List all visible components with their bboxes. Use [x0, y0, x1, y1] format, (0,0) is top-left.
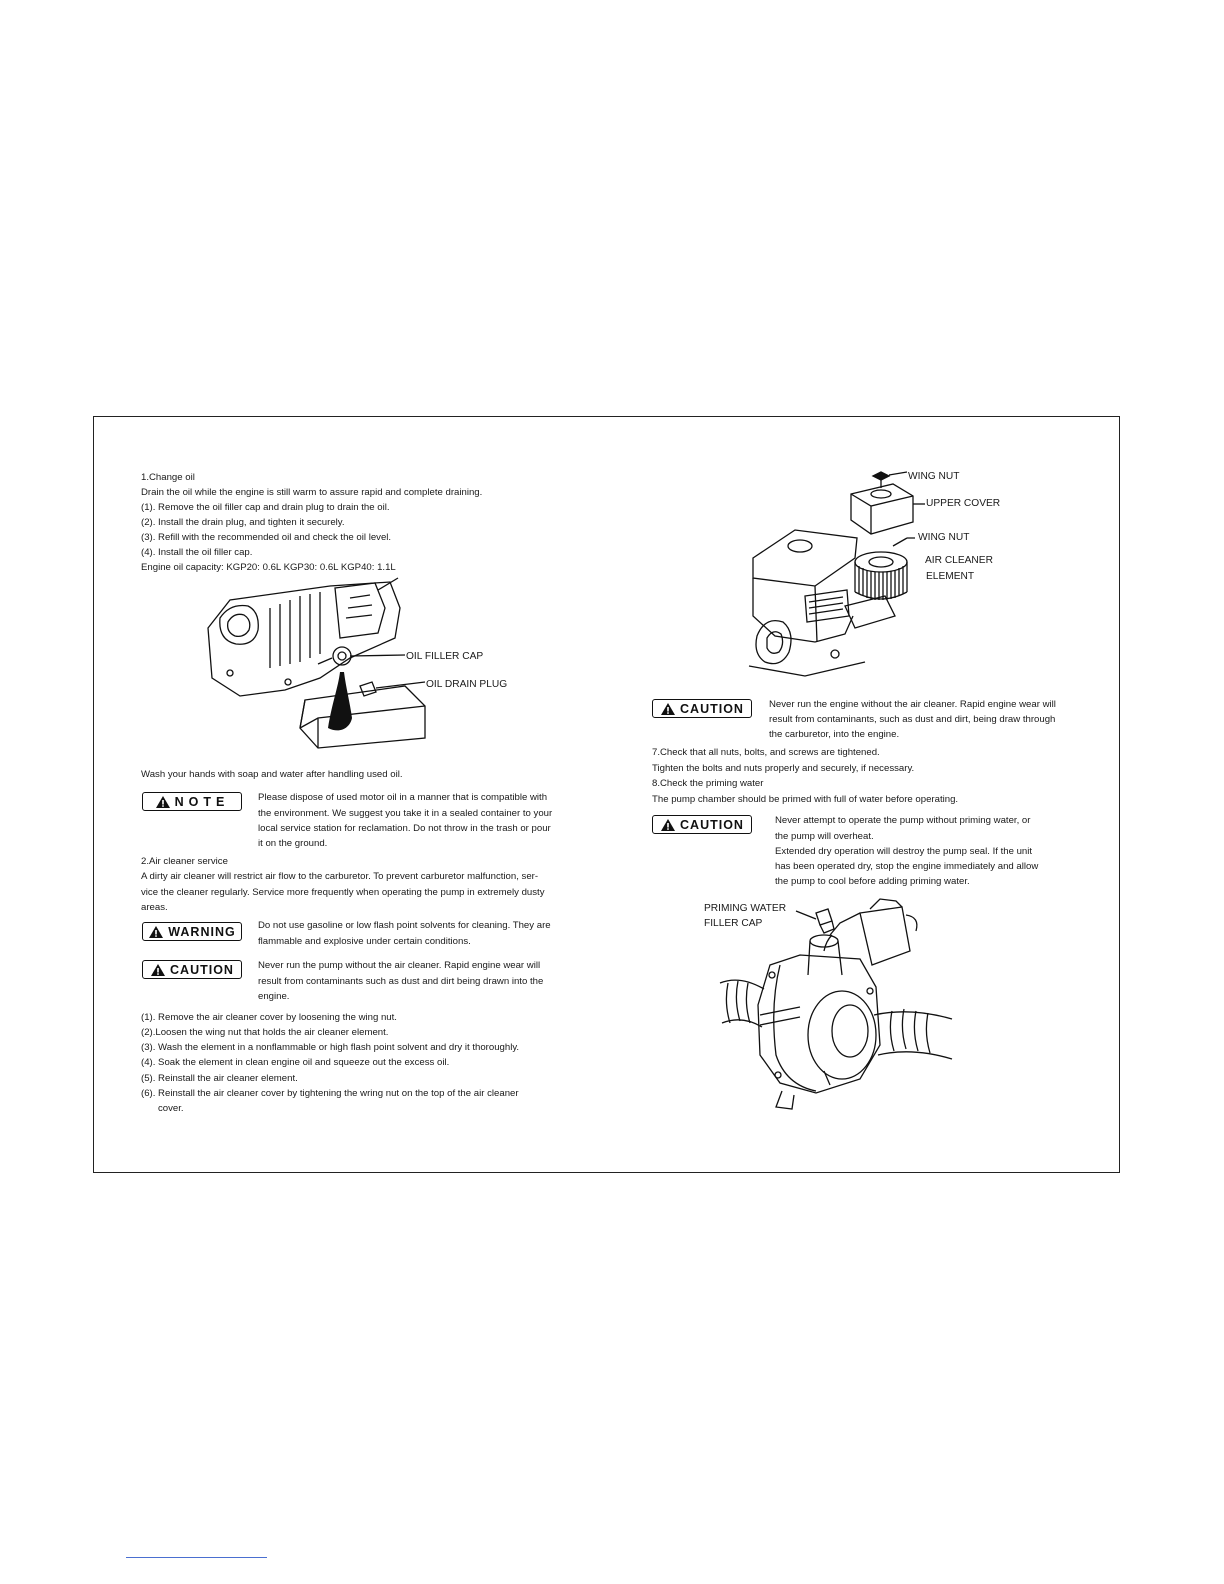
air-cleaner-intro-3: areas.: [141, 902, 168, 913]
priming-water-label: PRIMING WATER: [704, 903, 787, 914]
warning-badge: [142, 922, 242, 941]
air-step-1: (1). Remove the air cleaner cover by loosening the wing nut.: [141, 1012, 397, 1023]
warning-triangle-icon: [660, 702, 676, 716]
wing-nut-label: WING NUT: [918, 532, 970, 543]
step-7-heading: 7.Check that all nuts, bolts, and screws are tightened.: [652, 747, 880, 758]
note-line-1: Please dispose of used motor oil in a manner that is compatible with: [258, 792, 548, 803]
warning-triangle-icon: [660, 818, 676, 832]
note-line-3: local service station for reclamation. Do not throw in the trash or pour: [258, 823, 551, 834]
footer-link-underline: [126, 1557, 267, 1558]
step-8-detail: The pump chamber should be primed with full of water before operating.: [652, 794, 959, 805]
caution-badge-right-2: [652, 815, 752, 834]
change-oil-step-1: (1). Remove the oil filler cap and drain plug to drain the oil.: [141, 502, 390, 513]
note-line-4: it on the ground.: [258, 838, 328, 849]
note-line-2: the environment. We suggest you take it in a sealed container to your: [258, 808, 553, 819]
step-8-heading: 8.Check the priming water: [652, 778, 764, 789]
change-oil-heading: 1.Change oil: [141, 472, 195, 483]
priming-water-illustration: [720, 895, 952, 1110]
note-badge-label: NOTE: [174, 794, 230, 809]
air-step-3: (3). Wash the element in a nonflammable or high flash point solvent and dry it thoroughly.: [141, 1042, 520, 1053]
caution-left-line-3: engine.: [258, 991, 290, 1002]
element-label: ELEMENT: [926, 571, 975, 582]
change-oil-intro: Drain the oil while the engine is still warm to assure rapid and complete draining.: [141, 487, 483, 498]
oil-drain-plug-label: OIL DRAIN PLUG: [426, 679, 508, 690]
air-step-6-cont: cover.: [158, 1103, 184, 1114]
caution-badge-right-1-label: CAUTION: [680, 701, 744, 716]
wash-hands-text: Wash your hands with soap and water after handling used oil.: [141, 769, 403, 780]
caution-badge-right-1: [652, 699, 752, 718]
filler-cap-label: FILLER CAP: [704, 918, 763, 929]
oil-filler-cap-label: OIL FILLER CAP: [406, 651, 484, 662]
air-step-2: (2).Loosen the wing nut that holds the air cleaner element.: [141, 1027, 389, 1038]
caution-right-1-line-3: the carburetor, into the engine.: [769, 729, 900, 740]
upper-cover-label: UPPER COVER: [926, 498, 1001, 509]
warning-triangle-icon: [148, 925, 164, 939]
air-cleaner-label: AIR CLEANER: [925, 555, 993, 566]
warning-triangle-icon: [150, 963, 166, 977]
warning-line-1: Do not use gasoline or low flash point solvents for cleaning. They are: [258, 920, 551, 931]
oil-change-illustration: [200, 578, 430, 753]
air-step-5: (5). Reinstall the air cleaner element.: [141, 1073, 298, 1084]
change-oil-step-2: (2). Install the drain plug, and tighten it securely.: [141, 517, 345, 528]
caution-right-2-line-5: the pump to cool before adding priming water.: [775, 876, 970, 887]
change-oil-step-3: (3). Refill with the recommended oil and check the oil level.: [141, 532, 392, 543]
air-cleaner-heading: 2.Air cleaner service: [141, 856, 228, 867]
air-cleaner-illustration: [745, 466, 925, 681]
step-7-detail: Tighten the bolts and nuts properly and securely, if necessary.: [652, 763, 915, 774]
caution-left-line-1: Never run the pump without the air cleaner. Rapid engine wear will: [258, 960, 541, 971]
warning-badge-label: WARNING: [168, 924, 236, 939]
air-cleaner-intro-2: vice the cleaner regularly. Service more frequently when operating the pump in extremely dusty: [141, 887, 545, 898]
caution-left-line-2: result from contaminants such as dust and dirt being drawn into the: [258, 976, 544, 987]
caution-right-1-line-2: result from contaminants, such as dust and dirt, being draw through: [769, 714, 1056, 725]
warning-line-2: flammable and explosive under certain conditions.: [258, 936, 471, 947]
oil-capacity: Engine oil capacity: KGP20: 0.6L KGP30: 0.6L KGP40: 1.1L: [141, 562, 396, 573]
wing-nut-top-label: WING NUT: [908, 471, 960, 482]
caution-right-2-line-2: the pump will overheat.: [775, 831, 874, 842]
caution-badge-left: [142, 960, 242, 979]
caution-badge-left-label: CAUTION: [170, 962, 234, 977]
caution-right-2-line-4: has been operated dry, stop the engine immediately and allow: [775, 861, 1039, 872]
change-oil-step-4: (4). Install the oil filler cap.: [141, 547, 253, 558]
air-step-4: (4). Soak the element in clean engine oil and squeeze out the excess oil.: [141, 1057, 450, 1068]
warning-triangle-icon: [155, 795, 171, 809]
caution-right-2-line-3: Extended dry operation will destroy the pump seal. If the unit: [775, 846, 1033, 857]
caution-badge-right-2-label: CAUTION: [680, 817, 744, 832]
air-step-6: (6). Reinstall the air cleaner cover by tightening the wring nut on the top of the air cleaner: [141, 1088, 519, 1099]
note-badge: [142, 792, 242, 811]
caution-right-2-line-1: Never attempt to operate the pump without priming water, or: [775, 815, 1031, 826]
air-cleaner-intro-1: A dirty air cleaner will restrict air flow to the carburetor. To prevent carburetor malfunction, ser-: [141, 871, 539, 882]
caution-right-1-line-1: Never run the engine without the air cleaner. Rapid engine wear will: [769, 699, 1056, 710]
